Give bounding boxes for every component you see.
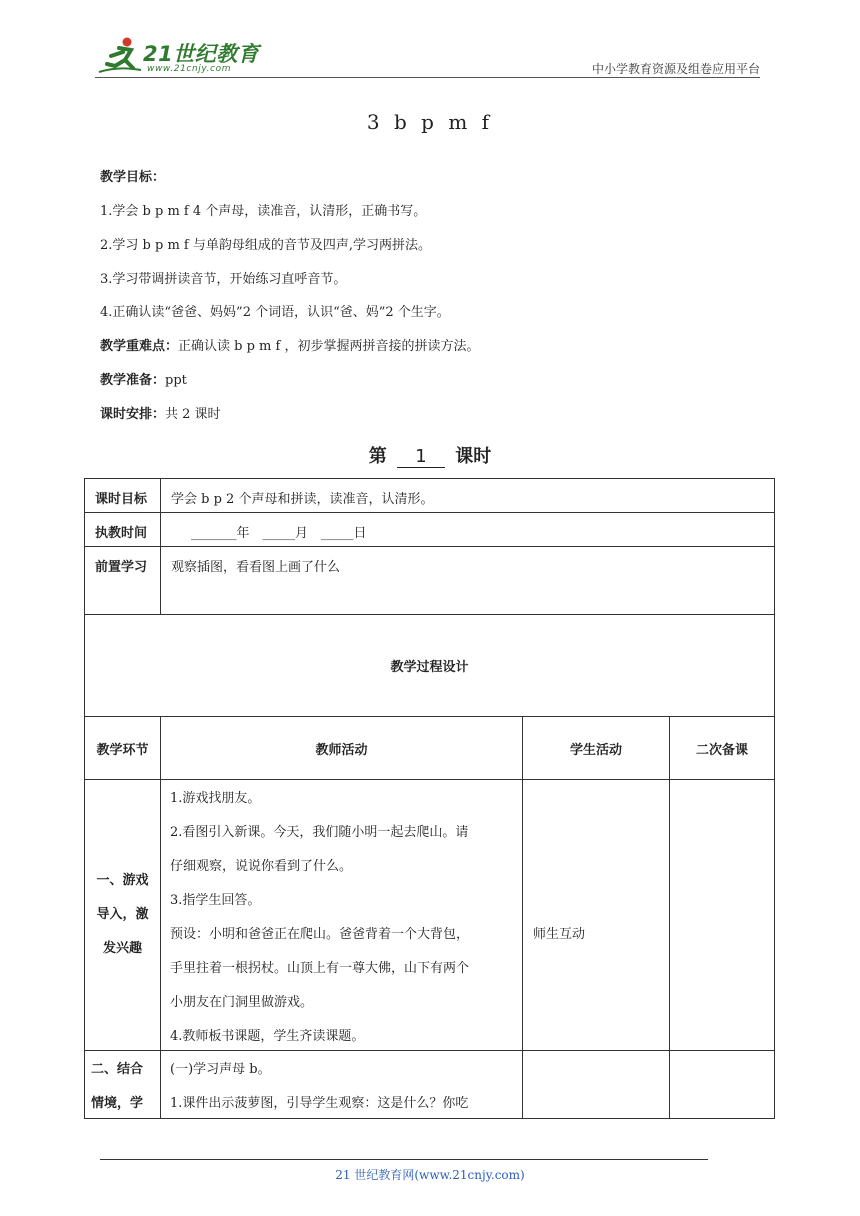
platform-name: 中小学教育资源及组卷应用平台 xyxy=(591,62,760,76)
footer-link[interactable]: 21 世纪教育网(www.21cnjy.com) xyxy=(335,1168,525,1182)
stage-cell: 一、游戏 导入，激 发兴趣 xyxy=(84,779,161,1051)
key-points-text: 正确认读 b p m f ，初步掌握两拼音接的拼读方法。 xyxy=(178,339,480,354)
schedule-label: 课时安排： xyxy=(100,407,166,422)
teacher-activity-cell: 1.游戏找朋友。 2.看图引入新课。今天，我们随小明一起去爬山。请 仔细观察，说说你看到了什么。 3.指学生回答。 预设：小明和爸爸正在爬山。爸爸背着一个大背包， 手里拄着一根拐杖。山顶上有一尊大佛，山下有两个 小朋友在门洞里做游戏。 4.教师板书课题，学生齐读课题。 xyxy=(160,779,523,1051)
footer-divider xyxy=(100,1159,708,1160)
stage-cell: 二、结合 情境，学 xyxy=(84,1050,161,1119)
process-design-title: 教学过程设计 xyxy=(84,614,775,717)
teaching-prep xyxy=(100,373,187,389)
lesson-heading xyxy=(0,442,860,468)
lesson-prefix: 第 xyxy=(368,446,387,467)
pre-study-label-cell: 前置学习 xyxy=(84,546,161,615)
key-points xyxy=(100,339,479,355)
notes-cell xyxy=(669,779,775,1051)
notes-cell xyxy=(669,1050,775,1119)
pre-study-text-cell: 观察插图，看看图上画了什么 xyxy=(160,546,775,615)
prep-label: 教学准备： xyxy=(100,373,166,388)
teacher-activity-cell: (一)学习声母 b。 1.课件出示菠萝图，引导学生观察：这是什么？你吃 xyxy=(160,1050,523,1119)
schedule-text: 共 2 课时 xyxy=(165,407,221,422)
goal-text-cell: 学会 b p 2 个声母和拼读，读准音，认清形。 xyxy=(160,478,775,513)
class-schedule xyxy=(100,407,221,423)
col-header-notes: 二次备课 xyxy=(669,716,775,780)
header-divider xyxy=(95,77,760,78)
student-activity-cell xyxy=(522,1050,670,1119)
site-logo xyxy=(95,32,265,78)
page-header xyxy=(95,30,760,80)
objective-item: 2.学习 b p m f 与单韵母组成的音节及四声,学习两拼法。 xyxy=(100,238,431,253)
goal-label-cell: 课时目标 xyxy=(84,478,161,513)
objective-item: 1.学会 b p m f 4 个声母，读准音，认清形，正确书写。 xyxy=(100,204,427,219)
col-header-teacher: 教师活动 xyxy=(160,716,523,780)
lesson-number: 1 xyxy=(397,446,445,468)
logo-url: www.21cnjy.com xyxy=(147,64,232,74)
runner-logo-icon xyxy=(97,36,143,76)
student-activity-cell: 师生互动 xyxy=(522,779,670,1051)
date-text-cell: _______年 _____月 _____日 xyxy=(160,512,775,547)
objectives-heading: 教学目标： xyxy=(100,170,166,185)
key-points-label: 教学重难点： xyxy=(100,339,179,354)
objective-item: 3.学习带调拼读音节，开始练习直呼音节。 xyxy=(100,272,347,287)
date-label-cell: 执教时间 xyxy=(84,512,161,547)
objective-item: 4.正确认读“爸爸、妈妈”2 个词语，认识“爸、妈”2 个生字。 xyxy=(100,305,450,320)
col-header-student: 学生活动 xyxy=(522,716,670,780)
prep-text: ppt xyxy=(165,373,187,388)
col-header-stage: 教学环节 xyxy=(84,716,161,780)
page-title: 3 b p m f xyxy=(366,110,494,134)
lesson-suffix: 课时 xyxy=(455,446,492,467)
logo-text: 21世纪教育 xyxy=(143,42,260,66)
